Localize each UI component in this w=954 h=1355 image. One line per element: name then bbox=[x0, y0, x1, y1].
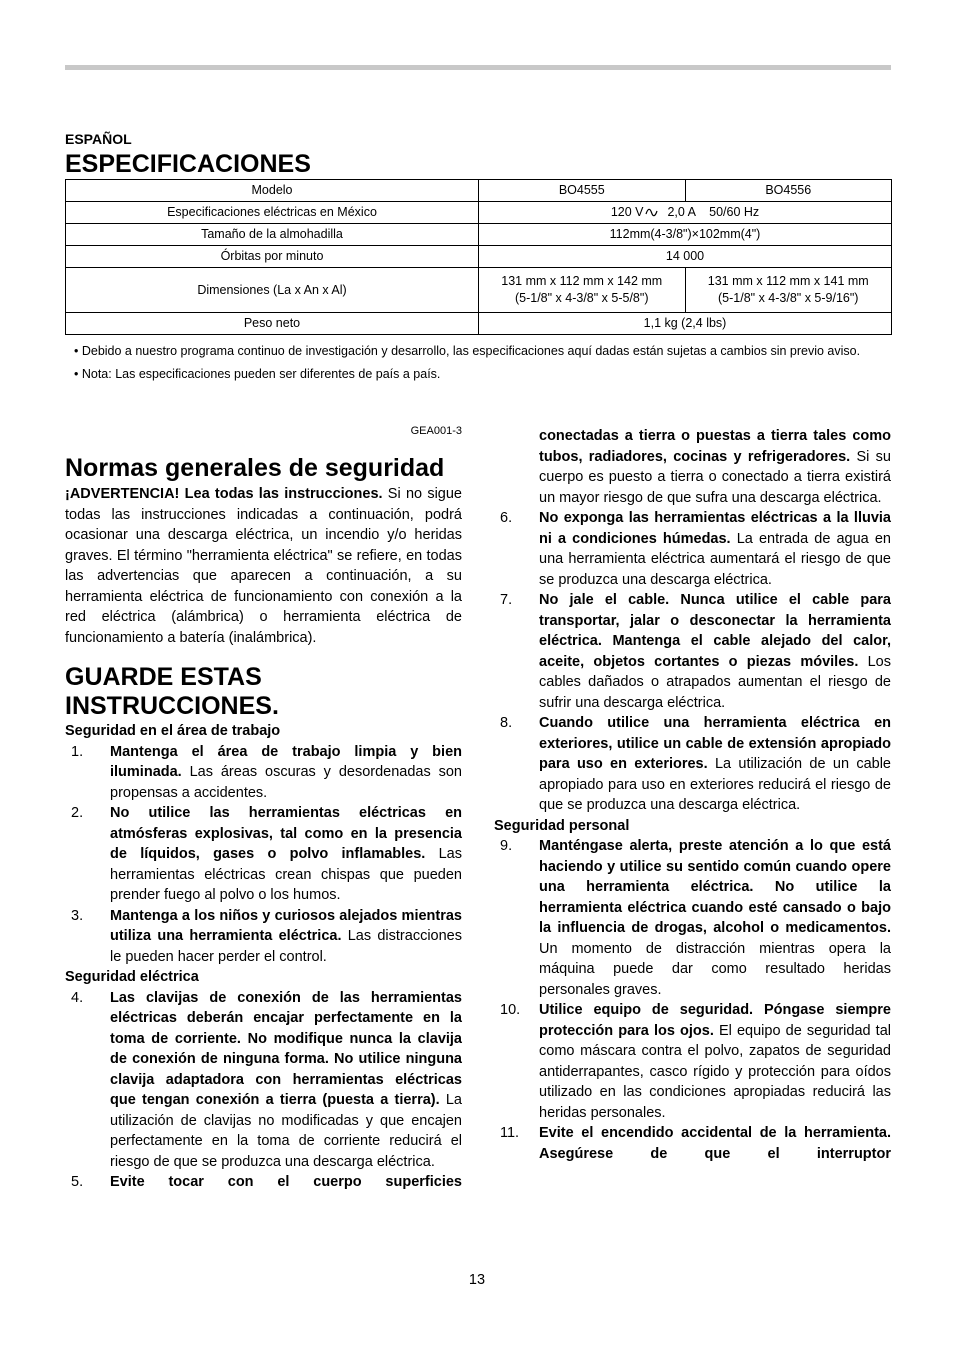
warning-bold: ¡ADVERTENCIA! Lea todas las instrucciones. bbox=[65, 486, 383, 502]
dims-1-line2: (5-1/8" x 4-3/8" x 5-5/8") bbox=[514, 291, 649, 305]
spec-notes bbox=[74, 342, 874, 388]
item-text: El equipo de seguridad tal como máscara contra el polvo, zapatos de seguridad antiderrapantes, casco rígido y protección para oídos utilizado en las condiciones apropiadas reducirá las heridas personales. bbox=[539, 1022, 891, 1121]
item-text: Las áreas oscuras y desordenadas son propensas a accidentes. bbox=[110, 764, 462, 801]
model-label: Modelo bbox=[66, 180, 479, 202]
subheading-work-area: Seguridad en el área de trabajo bbox=[65, 723, 281, 739]
warning-text: Si no sigue todas las instrucciones indicadas a continuación, podrá ocasionar una descarga eléctrica, un incendio y/o heridas graves. El término "herramienta eléctrica" se refiere, en todas las advertencias que aparecen a continuación, a su herramienta eléctrica de funcionamiento con conexión a la red eléctrica (alámbrica) o herramienta eléctrica de funcionamiento a batería (inalámbrica). bbox=[65, 486, 463, 646]
elec-rest: 2,0 A 50/60 Hz bbox=[667, 205, 760, 219]
item-bold: Cuando utilice una herramienta eléctrica en exteriores, utilice un cable de extensión apropiado para uso en exteriores. bbox=[539, 715, 891, 772]
save-heading-line1: GUARDE ESTAS bbox=[65, 663, 262, 691]
item-number: 6. bbox=[500, 510, 513, 526]
item-text: La entrada de agua en una herramienta eléctrica aumentará el riesgo de que se produzca una descarga eléctrica. bbox=[539, 530, 891, 588]
note-1: • Debido a nuestro programa continuo de investigación y desarrollo, las especificaciones aquí dadas están sujetas a cambios sin previo aviso. bbox=[74, 344, 861, 358]
item-number: 10. bbox=[500, 1002, 521, 1018]
page-title: ESPECIFICACIONES bbox=[65, 150, 311, 178]
item-text: Si su cuerpo es puesto a tierra o conectado a tierra existirá un mayor riesgo de que sufra una descarga eléctrica. bbox=[539, 448, 891, 506]
language-label: ESPAÑOL bbox=[65, 131, 132, 147]
note-2: • Nota: Las especificaciones pueden ser diferentes de país a país. bbox=[74, 367, 441, 381]
item-text: La utilización de clavijas no modificadas y que encajen perfectamente en la toma de corriente reducirá el riesgo de que se produzca una descarga eléctrica. bbox=[110, 1092, 462, 1170]
item-number: 4. bbox=[71, 989, 84, 1006]
item-text: Los cables dañados o atrapados aumentan el riesgo de sufrir una descarga eléctrica. bbox=[539, 653, 891, 711]
item-number: 5. bbox=[71, 1174, 84, 1190]
orbits-value: 14 000 bbox=[479, 246, 892, 268]
model-1: BO4555 bbox=[479, 180, 686, 202]
model-2: BO4556 bbox=[685, 180, 892, 202]
item-text: Un momento de distracción mientras opera la máquina puede dar como resultado heridas personales graves. bbox=[539, 940, 891, 998]
item-text: Las herramientas eléctricas crean chispas que pueden prender fuego al polvo o los humos. bbox=[110, 846, 462, 903]
safety-heading: Normas generales de seguridad bbox=[65, 454, 445, 482]
item-bold: Mantenga a los niños y curiosos alejados mientras utiliza una herramienta eléctrica. bbox=[110, 907, 462, 944]
dims-label: Dimensiones (La x An x Al) bbox=[66, 268, 479, 313]
item-number: 1. bbox=[71, 743, 84, 760]
top-rule bbox=[65, 65, 891, 70]
item-number: 8. bbox=[500, 715, 513, 731]
list-item bbox=[494, 836, 891, 1000]
list-item bbox=[494, 1000, 891, 1123]
item-bold: Manténgase alerta, preste atención a lo que está haciendo y utilice su sentido común cuando opere una herramienta eléctrica. No utilice la herramienta eléctrica cuando esté cansado o bajo la influencia de drogas, alcohol o medicamentos. bbox=[539, 838, 891, 936]
elec-label: Especificaciones eléctricas en México bbox=[66, 202, 479, 224]
ac-wave-icon bbox=[645, 208, 658, 217]
list-item-continued bbox=[494, 426, 891, 508]
item-bold: Mantenga el área de trabajo limpia y bien iluminada. bbox=[110, 743, 462, 780]
subheading-electrical: Seguridad eléctrica bbox=[65, 969, 199, 985]
orbits-label: Órbitas por minuto bbox=[66, 246, 479, 268]
table-row bbox=[66, 202, 892, 224]
item-number: 11. bbox=[500, 1125, 520, 1141]
item-number: 3. bbox=[71, 907, 84, 924]
item-text: Las distracciones le pueden hacer perder el control. bbox=[110, 928, 462, 965]
dims-2-line2: (5-1/8" x 4-3/8" x 5-9/16") bbox=[718, 291, 859, 305]
list-item bbox=[494, 508, 891, 590]
table-row bbox=[66, 224, 892, 246]
item-bold: conectadas a tierra o puestas a tierra tales como tubos, radiadores, cocinas y refrigeradores. bbox=[539, 428, 891, 465]
pad-value: 112mm(4-3/8")×102mm(4") bbox=[479, 224, 892, 246]
dims-2 bbox=[685, 268, 892, 313]
item-bold: Evite el encendido accidental de la herramienta. Asegúrese de que el interruptor bbox=[539, 1125, 891, 1162]
table-row bbox=[66, 268, 892, 313]
item-bold: Las clavijas de conexión de las herramientas eléctricas deberán encajar perfectamente en la toma de corriente. No modifique nunca la clavija de conexión de ninguna forma. No utilice ninguna clavija adaptadora con herramientas eléctricas que tengan conexión a tierra (puesta a tierra). bbox=[110, 989, 462, 1108]
voltage: 120 V bbox=[610, 205, 644, 219]
warning-paragraph bbox=[65, 484, 462, 648]
list-item bbox=[494, 590, 891, 713]
list-item bbox=[65, 988, 462, 1173]
dims-2-line1: 131 mm x 112 mm x 141 mm bbox=[707, 274, 869, 288]
item-number: 9. bbox=[500, 838, 513, 854]
item-text: La utilización de un cable apropiado para uso en exteriores reducirá el riesgo de que se produzca una descarga eléctrica. bbox=[539, 756, 891, 813]
spec-table bbox=[65, 179, 892, 335]
weight-value: 1,1 kg (2,4 lbs) bbox=[479, 313, 892, 335]
left-column bbox=[65, 424, 462, 1193]
dims-1 bbox=[479, 268, 686, 313]
weight-label: Peso neto bbox=[66, 313, 479, 335]
doc-code: GEA001-3 bbox=[410, 425, 462, 437]
item-number: 2. bbox=[71, 805, 84, 821]
list-item bbox=[65, 1172, 462, 1193]
list-item bbox=[65, 803, 462, 906]
subheading-personal: Seguridad personal bbox=[494, 817, 630, 834]
list-item bbox=[65, 906, 462, 968]
list-item bbox=[494, 1123, 891, 1164]
list-item bbox=[494, 713, 891, 816]
list-item bbox=[65, 742, 462, 804]
save-heading-line2: INSTRUCCIONES. bbox=[65, 692, 279, 720]
dims-1-line1: 131 mm x 112 mm x 142 mm bbox=[501, 274, 663, 288]
item-bold: Utilice equipo de seguridad. Póngase siempre protección para los ojos. bbox=[539, 1002, 891, 1039]
table-row bbox=[66, 313, 892, 335]
page-number: 13 bbox=[468, 1272, 486, 1288]
item-bold: No exponga las herramientas eléctricas a la lluvia ni a condiciones húmedas. bbox=[539, 510, 891, 547]
table-row bbox=[66, 246, 892, 268]
pad-label: Tamaño de la almohadilla bbox=[66, 224, 479, 246]
item-bold: Evite tocar con el cuerpo superficies bbox=[110, 1174, 462, 1190]
item-number: 7. bbox=[500, 592, 513, 608]
table-row bbox=[66, 180, 892, 202]
right-column bbox=[494, 426, 891, 1164]
item-bold: No utilice las herramientas eléctricas en atmósferas explosivas, tal como en la presencia de líquidos, gases o polvo inflamables. bbox=[110, 805, 462, 862]
elec-value bbox=[479, 202, 892, 224]
item-bold: No jale el cable. Nunca utilice el cable para transportar, jalar o desconectar la herramienta eléctrica. Mantenga el cable alejado del calor, aceite, objetos cortantes o piezas móviles. bbox=[539, 592, 891, 670]
